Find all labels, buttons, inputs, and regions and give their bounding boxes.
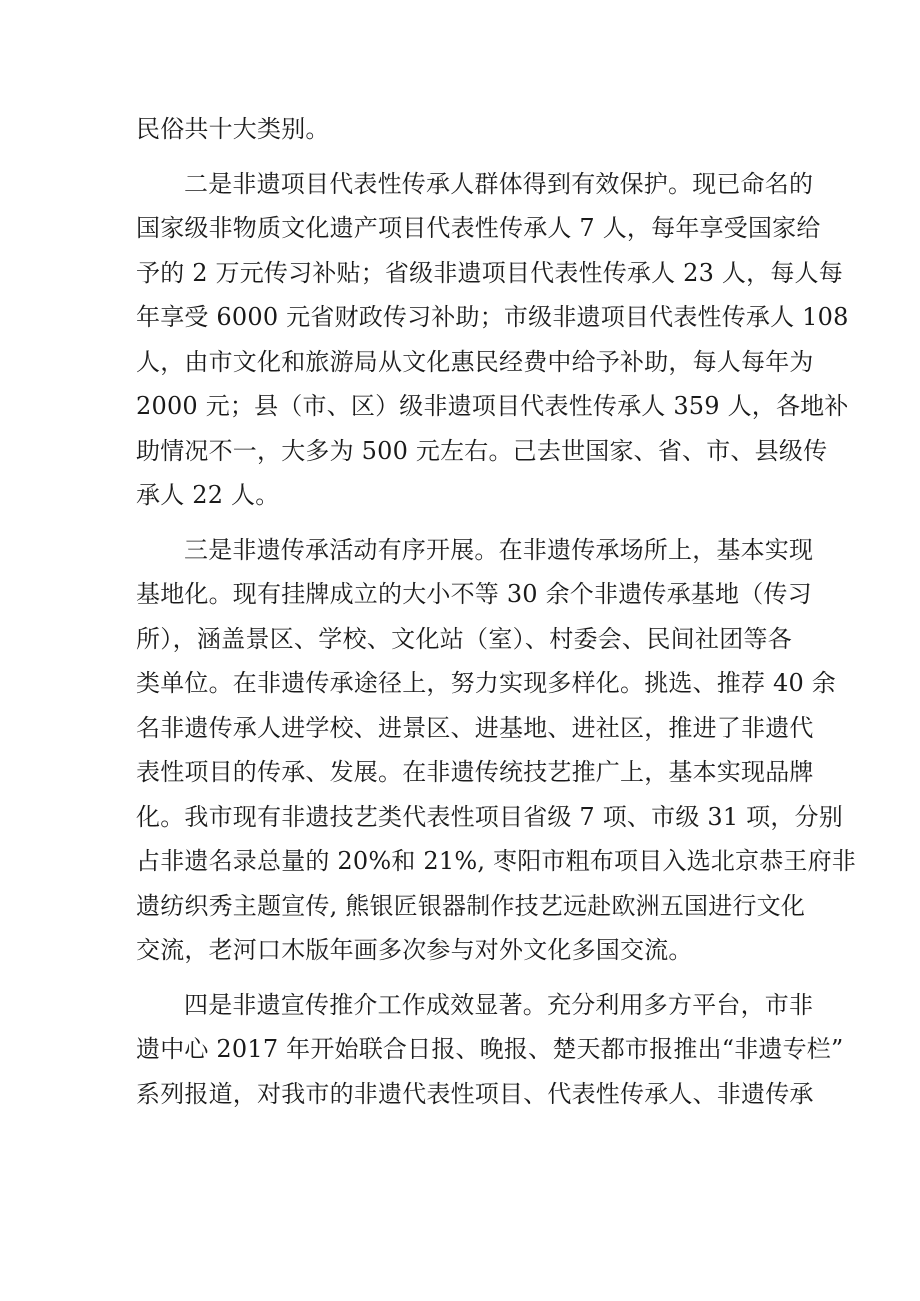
- paragraph-gap: [136, 152, 792, 162]
- text-line: 助情况不一，大多为 500 元左右。己去世国家、省、市、县级传: [136, 436, 828, 465]
- text-line: 民俗共十大类别。: [136, 115, 330, 143]
- text-line: 四是非遗宣传推介工作成效显著。充分利用多方平台，市非: [184, 990, 814, 1019]
- text-line: 承人 22 人。: [136, 481, 280, 509]
- text-line: 遗纺织秀主题宣传, 熊银匠银器制作技艺远赴欧洲五国进行文化: [136, 891, 806, 920]
- text-line: 表性项目的传承、发展。在非遗传统技艺推广上，基本实现品牌: [136, 758, 814, 786]
- text-line: 化。我市现有非遗技艺类代表性项目省级 7 项、市级 31 项，分别: [136, 802, 843, 831]
- text-line: 占非遗名录总量的 20%和 21%, 枣阳市粗布项目入选北京恭王府非: [136, 847, 857, 875]
- text-line: 国家级非物质文化遗产项目代表性传承人 7 人，每年享受国家给: [136, 214, 821, 242]
- text-line: 名非遗传承人进学校、进景区、进基地、进社区，推进了非遗代: [136, 713, 814, 742]
- paragraph: [136, 983, 844, 1117]
- paragraph: [136, 162, 849, 518]
- text-line: 所），涵盖景区、学校、文化站（室）、村委会、民间社团等各: [136, 624, 792, 653]
- text-line: 系列报道，对我市的非遗代表性项目、代表性传承人、非遗传承: [136, 1079, 814, 1108]
- text-line: 二是非遗项目代表性传承人群体得到有效保护。现已命名的: [184, 169, 814, 198]
- text-line: 年享受 6000 元省财政传习补助；市级非遗项目代表性传承人 108: [136, 303, 849, 331]
- document-body: [136, 107, 857, 1116]
- paragraph: [136, 528, 857, 973]
- paragraph-gap: [136, 518, 792, 528]
- text-line: 2000 元；县（市、区）级非遗项目代表性传承人 359 人，各地补: [136, 392, 849, 420]
- text-line: 交流，老河口木版年画多次参与对外文化多国交流。: [136, 936, 693, 964]
- text-line: 遗中心 2017 年开始联合日报、晚报、楚天都市报推出“非遗专栏”: [136, 1035, 844, 1063]
- text-line: 基地化。现有挂牌成立的大小不等 30 余个非遗传承基地（传习: [136, 580, 812, 608]
- text-line: 类单位。在非遗传承途径上，努力实现多样化。挑选、推荐 40 余: [136, 669, 836, 697]
- paragraph-gap: [136, 973, 792, 983]
- text-line: 人，由市文化和旅游局从文化惠民经费中给予补助，每人每年为: [136, 347, 814, 376]
- text-line: 三是非遗传承活动有序开展。在非遗传承场所上，基本实现: [184, 535, 814, 564]
- paragraph: [136, 107, 792, 152]
- text-line: 予的 2 万元传习补贴；省级非遗项目代表性传承人 23 人，每人每: [136, 258, 843, 287]
